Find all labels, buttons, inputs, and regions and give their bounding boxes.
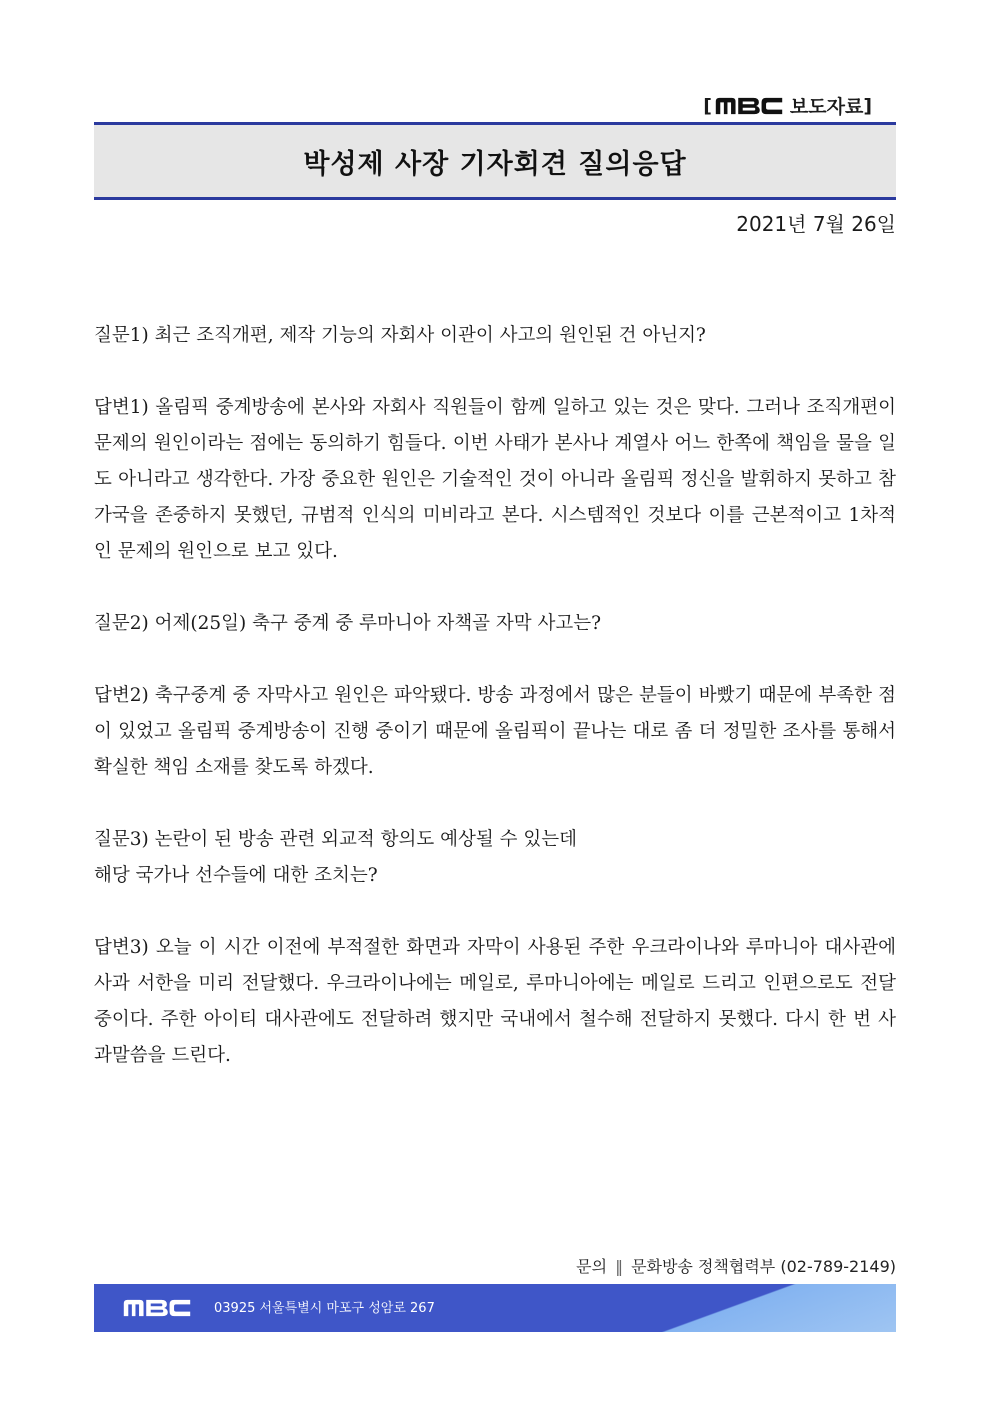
answer-2: 답변2) 축구중계 중 자막사고 원인은 파악됐다. 방송 과정에서 많은 분들이 바빴기 때문에 부족한 점이 있었고 올림픽 중계방송이 진행 중이기 때문에 올림픽이 끝나는 대로 좀 더 정밀한 조사를 통해서 확실한 책임 소재를 찾도록 하겠다. (94, 685, 896, 778)
contact-department: 문화방송 정책협력부 (02-789-2149) (631, 1257, 896, 1276)
bracket-open: [ (703, 94, 712, 117)
title-banner (94, 122, 896, 200)
document-title: 박성제 사장 기자회견 질의응답 (303, 148, 687, 180)
qa-body (94, 318, 896, 1110)
press-release-tag (703, 92, 872, 119)
bracket-close: ] (863, 94, 872, 117)
contact-line (576, 1254, 896, 1277)
footer-band (94, 1284, 896, 1332)
contact-label: 문의 (576, 1257, 608, 1276)
document-date: 2021년 7월 26일 (736, 212, 896, 236)
footer-stripe (636, 1284, 896, 1332)
answer-3: 답변3) 오늘 이 시간 이전에 부적절한 화면과 자막이 사용된 주한 우크라이나와 루마니아 대사관에 사과 서한을 미리 전달했다. 우크라이나에는 메일로, 루마니아에는 메일로 드리고 인편으로도 전달 중이다. 주한 아이티 대사관에도 전달하려 했지만 국내에서 철수해 전달하지 못했다. 다시 한 번 사과말씀을 드린다. (94, 937, 896, 1066)
contact-separator: ‖ (615, 1257, 624, 1276)
footer-address: 03925 서울특별시 마포구 성암로 267 (214, 1301, 435, 1316)
question-2: 질문2) 어제(25일) 축구 중계 중 루마니아 자책골 자막 사고는? (94, 613, 602, 634)
question-3 (94, 822, 896, 894)
question-1: 질문1) 최근 조직개편, 제작 기능의 자회사 이관이 사고의 원인된 건 아닌지? (94, 325, 706, 346)
answer-1: 답변1) 올림픽 중계방송에 본사와 자회사 직원들이 함께 일하고 있는 것은 맞다. 그러나 조직개편이 문제의 원인이라는 점에는 동의하기 힘들다. 이번 사태가 본사나 계열사 어느 한쪽에 책임을 물을 일도 아니라고 생각한다. 가장 중요한 원인은 기술적인 것이 아니라 올림픽 정신을 발휘하지 못하고 참가국을 존중하지 못했던, 규범적 인식의 미비라고 본다. 시스템적인 것보다 이를 근본적이고 1차적인 문제의 원인으로 보고 있다. (94, 397, 896, 562)
question-3-line-1: 질문3) 논란이 된 방송 관련 외교적 항의도 예상될 수 있는데 (94, 829, 577, 850)
question-3-line-2: 해당 국가나 선수들에 대한 조치는? (94, 865, 378, 886)
footer-mbc-logo (122, 1298, 192, 1318)
press-release-label: 보도자료 (789, 96, 864, 118)
mbc-logo (714, 96, 784, 116)
